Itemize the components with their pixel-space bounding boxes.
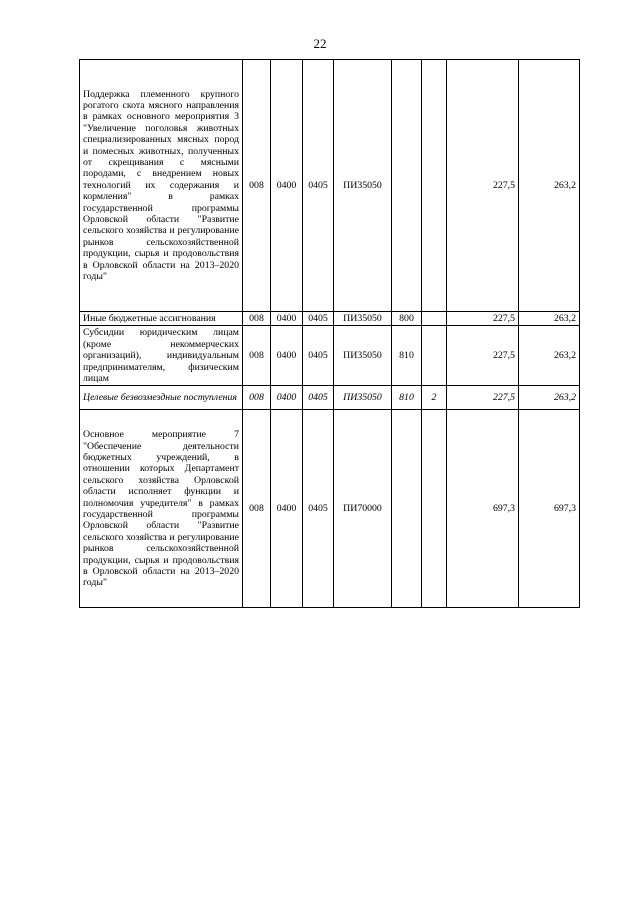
- subsection-cell: 0405: [303, 312, 334, 326]
- expense-type-cell: 810: [392, 386, 422, 410]
- target-article-cell: ПИ35050: [334, 386, 392, 410]
- subsection-cell: 0405: [303, 60, 334, 312]
- expense-type-cell: 810: [392, 326, 422, 386]
- subsection-cell: 0405: [303, 326, 334, 386]
- amount-2020-cell: 263,2: [519, 60, 580, 312]
- amount-2019-cell: 697,3: [447, 410, 519, 608]
- target-article-cell: ПИ35050: [334, 60, 392, 312]
- amount-2019-cell: 227,5: [447, 386, 519, 410]
- row-name-cell: Целевые безвозмездные поступления: [80, 386, 243, 410]
- amount-2019-cell: 227,5: [447, 312, 519, 326]
- grbs-cell: 008: [243, 386, 271, 410]
- section-cell: 0400: [271, 410, 303, 608]
- amount-2019-cell: 227,5: [447, 326, 519, 386]
- budget-table: [79, 59, 580, 608]
- expense-type-cell: 800: [392, 312, 422, 326]
- source-cell: 2: [422, 386, 447, 410]
- target-article-cell: ПИ70000: [334, 410, 392, 608]
- source-cell: [422, 312, 447, 326]
- section-cell: 0400: [271, 60, 303, 312]
- expense-type-cell: [392, 410, 422, 608]
- amount-2020-cell: 263,2: [519, 312, 580, 326]
- row-name-cell: Субсидии юридическим лицам (кроме некоммерческих организаций), индивидуальным предпринимателям, физическим лицам: [80, 326, 243, 386]
- amount-2020-cell: 263,2: [519, 386, 580, 410]
- table-row: [80, 312, 580, 326]
- section-cell: 0400: [271, 326, 303, 386]
- amount-2019-cell: 227,5: [447, 60, 519, 312]
- source-cell: [422, 410, 447, 608]
- section-cell: 0400: [271, 386, 303, 410]
- table-row: [80, 410, 580, 608]
- table-row: [80, 386, 580, 410]
- source-cell: [422, 60, 447, 312]
- section-cell: 0400: [271, 312, 303, 326]
- grbs-cell: 008: [243, 312, 271, 326]
- grbs-cell: 008: [243, 326, 271, 386]
- grbs-cell: 008: [243, 60, 271, 312]
- amount-2020-cell: 697,3: [519, 410, 580, 608]
- amount-2020-cell: 263,2: [519, 326, 580, 386]
- target-article-cell: ПИ35050: [334, 312, 392, 326]
- subsection-cell: 0405: [303, 386, 334, 410]
- table-row: [80, 60, 580, 312]
- page-number: 22: [313, 36, 327, 51]
- expense-type-cell: [392, 60, 422, 312]
- target-article-cell: ПИ35050: [334, 326, 392, 386]
- row-name-cell: Поддержка племенного крупного рогатого скота мясного направления в рамках основного мероприятия 3 "Увеличение поголовья животных специализированных мясных пород и помесных животных, полученных от скрещивания с мясными породами, с внедрением новых технологий их содержания и кормления" в рамках государственной программы Орловской области "Развитие сельского хозяйства и регулирование рынков сельскохозяйственной продукции, сырья и продовольствия в Орловской области на 2013–2020 годы": [80, 60, 243, 312]
- grbs-cell: 008: [243, 410, 271, 608]
- source-cell: [422, 326, 447, 386]
- row-name-cell: Иные бюджетные ассигнования: [80, 312, 243, 326]
- subsection-cell: 0405: [303, 410, 334, 608]
- table-row: [80, 326, 580, 386]
- row-name-cell: Основное мероприятие 7 "Обеспечение деятельности бюджетных учреждений, в отношении которых Департамент сельского хозяйства Орловской области исполняет функции и полномочия учредителя" в рамках государственной программы Орловской области "Развитие сельского хозяйства и регулирование рынков сельскохозяйственной продукции, сырья и продовольствия в Орловской области на 2013–2020 годы": [80, 410, 243, 608]
